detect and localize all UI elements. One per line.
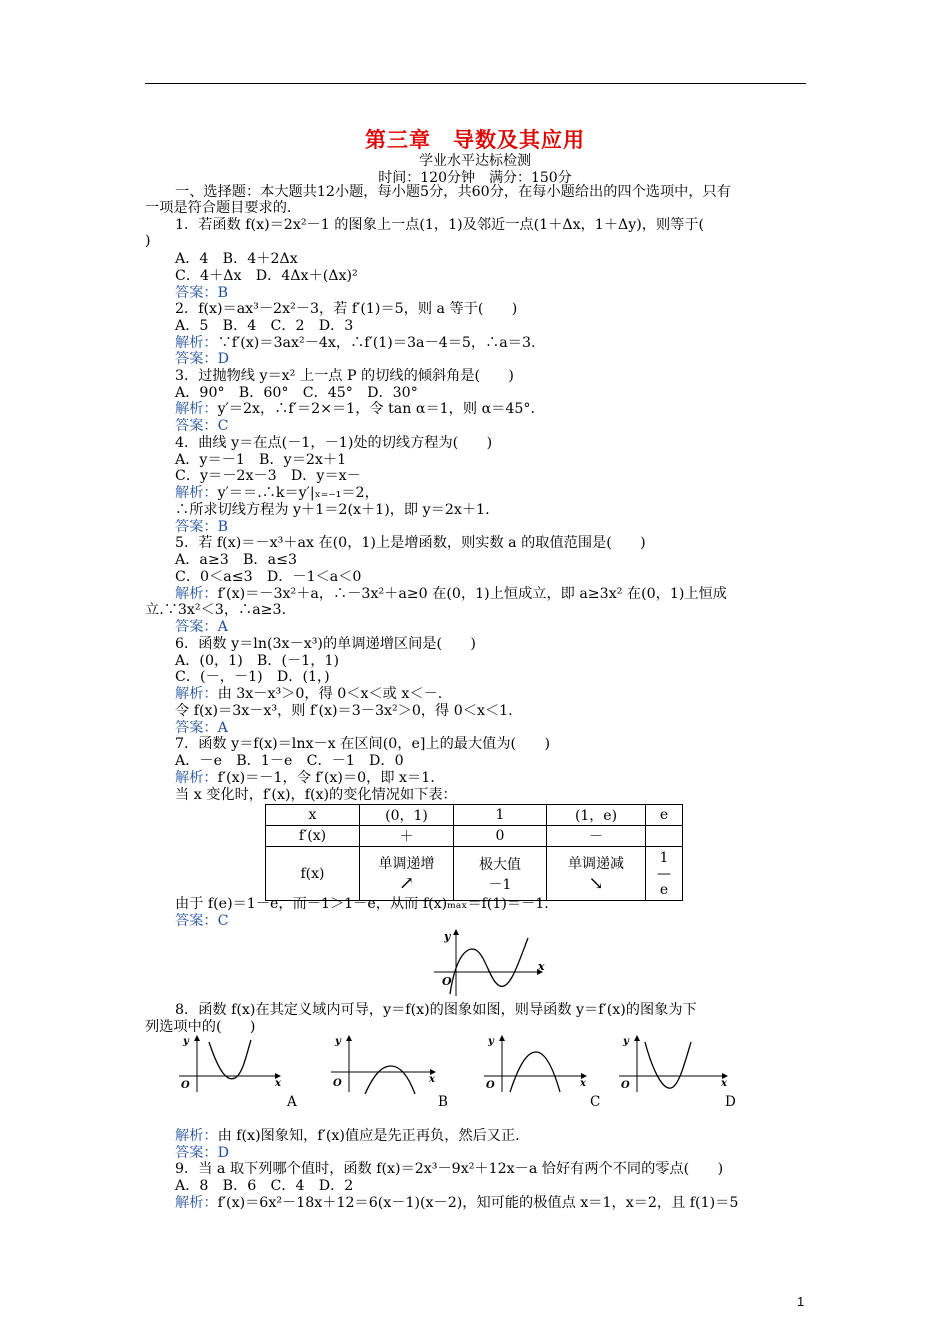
answer-label: 解析： [175,401,218,417]
origin-label: O [621,1080,630,1091]
line-text: 一、选择题：本大题共12小题，每小题5分，共60分，在每小题给出的四个选项中，只有 [175,184,731,200]
text-line [175,435,492,452]
table-cell: f(x) [266,847,360,901]
text-line [175,1195,738,1212]
y-axis-label: y [623,1036,629,1047]
origin-label: O [442,975,452,988]
answer-label: 解析： [175,485,218,501]
option-a-label[interactable]: A [287,1094,297,1110]
line-text: 由 3x－x³＞0，得 0＜x＜或 x＜－. [217,686,443,702]
text-line [145,233,151,250]
table-cell-text: －1 [488,876,512,893]
line-text: C．(－，－1) D．(1，) [175,669,330,685]
table-cell: (1，e) [547,805,646,826]
text-line [175,485,379,502]
option-b-graph[interactable] [327,1032,447,1094]
option-d-graph[interactable] [615,1032,740,1094]
line-text: 4．曲线 y＝在点(－1，－1)处的切线方程为( ) [175,435,493,451]
line-text: y′＝＝.∴k＝y′|ₓ₌₋₁＝2， [217,485,379,501]
answer-label: 答案：D [175,1145,229,1161]
answer-label: 解析： [175,1195,218,1211]
up-arrow-icon: ↗ [398,873,415,894]
answer-label: 答案：A [175,720,228,736]
x-axis-label: x [721,1078,727,1089]
line-text: 7．函数 y＝f(x)＝lnx－x 在区间(0，e]上的最大值为( ) [175,736,551,752]
line-text: 由 f(x)图象知，f′(x)值应是先正再负，然后又正. [217,1128,520,1144]
header-rule [145,83,806,84]
time-info: 时间：120分钟 满分：150分 [378,170,572,186]
text-line [175,636,476,653]
line-text: A．8 B．6 C．4 D．2 [175,1178,354,1194]
line-text: C．4＋Δx D．4Δx＋(Δx)² [175,268,358,284]
line-text: A．90° B．60° C．45° D．30° [175,385,418,401]
text-line [175,753,404,770]
table-cell [646,826,683,847]
fraction-bar: — [657,865,671,882]
answer-label: 解析： [175,770,218,786]
text-line [175,217,704,234]
line-text: 当 x 变化时，f′(x)，f(x)的变化情况如下表： [175,787,457,803]
line-text: C．0＜a≤3 D．－1＜a＜0 [175,569,362,585]
option-c-graph[interactable] [480,1032,600,1094]
text-line [175,519,228,536]
line-text: f′(x)＝－1，令 f′(x)＝0，即 x＝1. [217,770,435,786]
text-line [175,770,435,787]
text-line [175,184,731,201]
function-graph [430,924,550,1000]
origin-label: O [181,1080,190,1091]
text-line [175,318,353,335]
text-line [175,251,298,268]
text-line [175,1161,723,1178]
line-text: A．4 B．4＋2Δx [175,251,298,267]
text-line [175,268,358,285]
variation-table [265,804,683,901]
text-line [175,351,229,368]
line-text: 令 f(x)＝3x－x³，则 f′(x)＝3－3x²＞0，得 0＜x＜1. [175,703,513,719]
text-line [175,535,646,552]
text-line [175,669,330,686]
table-cell: ＋ [360,826,454,847]
text-line [175,285,228,302]
table-cell [547,847,646,901]
answer-label: 答案：B [175,285,228,301]
text-line [175,913,228,930]
table-cell: e [646,805,683,826]
line-text: 3．过抛物线 y＝x² 上一点 P 的切线的倾斜角是( ) [175,368,514,384]
x-axis-label: x [429,1074,435,1085]
line-text: ) [145,233,151,249]
table-cell-text: 单调递增 [378,856,435,872]
answer-label: 答案：D [175,351,229,367]
answer-label: 答案：C [175,418,229,434]
text-line [175,502,490,519]
answer-label: 解析： [175,1128,218,1144]
table-cell [646,847,683,901]
text-line [175,736,550,753]
line-text: 列选项中的( ) [145,1019,256,1035]
text-line [175,653,339,670]
answer-label: 解析： [175,586,218,602]
text-line [175,401,535,418]
y-axis-label: y [183,1036,189,1047]
fraction-denominator: e [659,881,669,898]
line-text: 6．函数 y＝ln(3x－x³)的单调递增区间是( ) [175,636,476,652]
origin-label: O [333,1078,342,1089]
line-text: 2．f(x)＝ax³－2x²－3，若 f′(1)＝5，则 a 等于( ) [175,301,518,317]
table-cell: 0 [454,826,547,847]
text-line [175,1002,697,1019]
table-cell: f′(x) [266,826,360,847]
text-line [175,1178,353,1195]
y-axis-label: y [488,1036,494,1047]
line-text: A．y＝－1 B．y＝2x＋1 [175,452,347,468]
text-line [175,586,727,603]
line-text: C．y＝－2x－3 D．y＝x－ [175,468,361,484]
option-d-label[interactable]: D [725,1094,736,1110]
answer-label: 答案：A [175,619,228,635]
line-text: f′(x)＝－3x²＋a，∴－3x²＋a≥0 在(0，1)上恒成立，即 a≥3x² 在(0，1)上恒成 [217,586,727,602]
text-line [175,619,228,636]
down-arrow-icon: ↘ [588,873,604,894]
table-cell [360,847,454,901]
line-text: ∴所求切线方程为 y＋1＝2(x＋1)，即 y＝2x＋1. [175,502,490,518]
option-c-label[interactable]: C [590,1094,601,1110]
text-line [175,452,346,469]
line-text: 5．若 f(x)＝－x³＋ax 在(0，1)上是增函数，则实数 a 的取值范围是( ) [175,535,646,551]
line-text: 8．函数 f(x)在其定义域内可导，y＝f(x)的图象如图，则导函数 y＝f′(x)的图象为下 [175,1002,697,1018]
answer-label: 解析： [175,686,218,702]
table-cell [454,847,547,901]
answer-label: 解析： [175,335,218,351]
text-line [175,787,457,804]
text-line [175,569,361,586]
table-cell: － [547,826,646,847]
y-axis-label: y [335,1036,341,1047]
line-text: A．(0，1) B．(－1，1) [175,653,340,669]
text-line [175,418,228,435]
y-axis-label: y [444,930,451,943]
text-line [175,301,517,318]
answer-label: 答案：C [175,913,229,929]
text-line [175,1128,520,1145]
line-text: 9．当 a 取下列哪个值时，函数 f(x)＝2x³－9x²＋12x－a 恰好有两个不同的零点( ) [175,1161,724,1177]
line-text: 由于 f(e)＝1－e，而－1＞1－e，从而 f(x)ₘₐₓ＝f(1)＝－1. [175,896,549,912]
line-text: f′(x)＝6x²－18x＋12＝6(x－1)(x－2)，知可能的极值点 x＝1，x＝2，且 f(1)＝5 [217,1195,739,1211]
line-text: ∵f′(x)＝3ax²－4x，∴f′(1)＝3a－4＝5，∴a＝3. [217,335,536,351]
text-line [175,720,228,737]
option-b-label[interactable]: B [438,1094,448,1110]
chapter-title: 第三章 导数及其应用 [365,127,585,152]
fraction-numerator: 1 [659,849,669,866]
text-line [175,552,297,569]
table-cell: x [266,805,360,826]
x-axis-label: x [580,1078,586,1089]
text-line [175,368,514,385]
line-text: A．5 B．4 C．2 D．3 [175,318,354,334]
text-line [145,602,286,619]
table-cell: (0，1) [360,805,454,826]
text-line [175,1145,229,1162]
line-text: 1．若函数 f(x)＝2x²－1 的图象上一点(1，1)及邻近一点(1＋Δx，1＋Δy)，则等于( [175,217,705,233]
line-text: 立.∵3x²＜3，∴a≥3. [145,602,287,618]
line-text: y′＝2x，∴f′＝2×＝1，令 tan α＝1，则 α＝45°. [217,401,535,417]
x-axis-label: x [538,960,545,973]
answer-label: 答案：B [175,519,228,535]
subtitle: 学业水平达标检测 [419,153,531,169]
text-line [175,703,513,720]
table-cell-text: 单调递减 [568,856,624,872]
text-line [175,385,418,402]
table-cell-text: 极大值 [479,856,521,873]
line-text: A．a≥3 B．a≤3 [175,552,297,568]
text-line [175,468,361,485]
x-axis-label: x [275,1078,281,1089]
table-cell: 1 [454,805,547,826]
text-line [175,686,442,703]
text-line [145,200,291,217]
option-a-graph[interactable] [175,1032,295,1094]
page-number: 1 [797,1294,805,1309]
origin-label: O [486,1080,495,1091]
line-text: A．－e B．1－e C．－1 D．0 [175,753,404,769]
line-text: 一项是符合题目要求的. [145,200,292,216]
text-line [175,335,536,352]
